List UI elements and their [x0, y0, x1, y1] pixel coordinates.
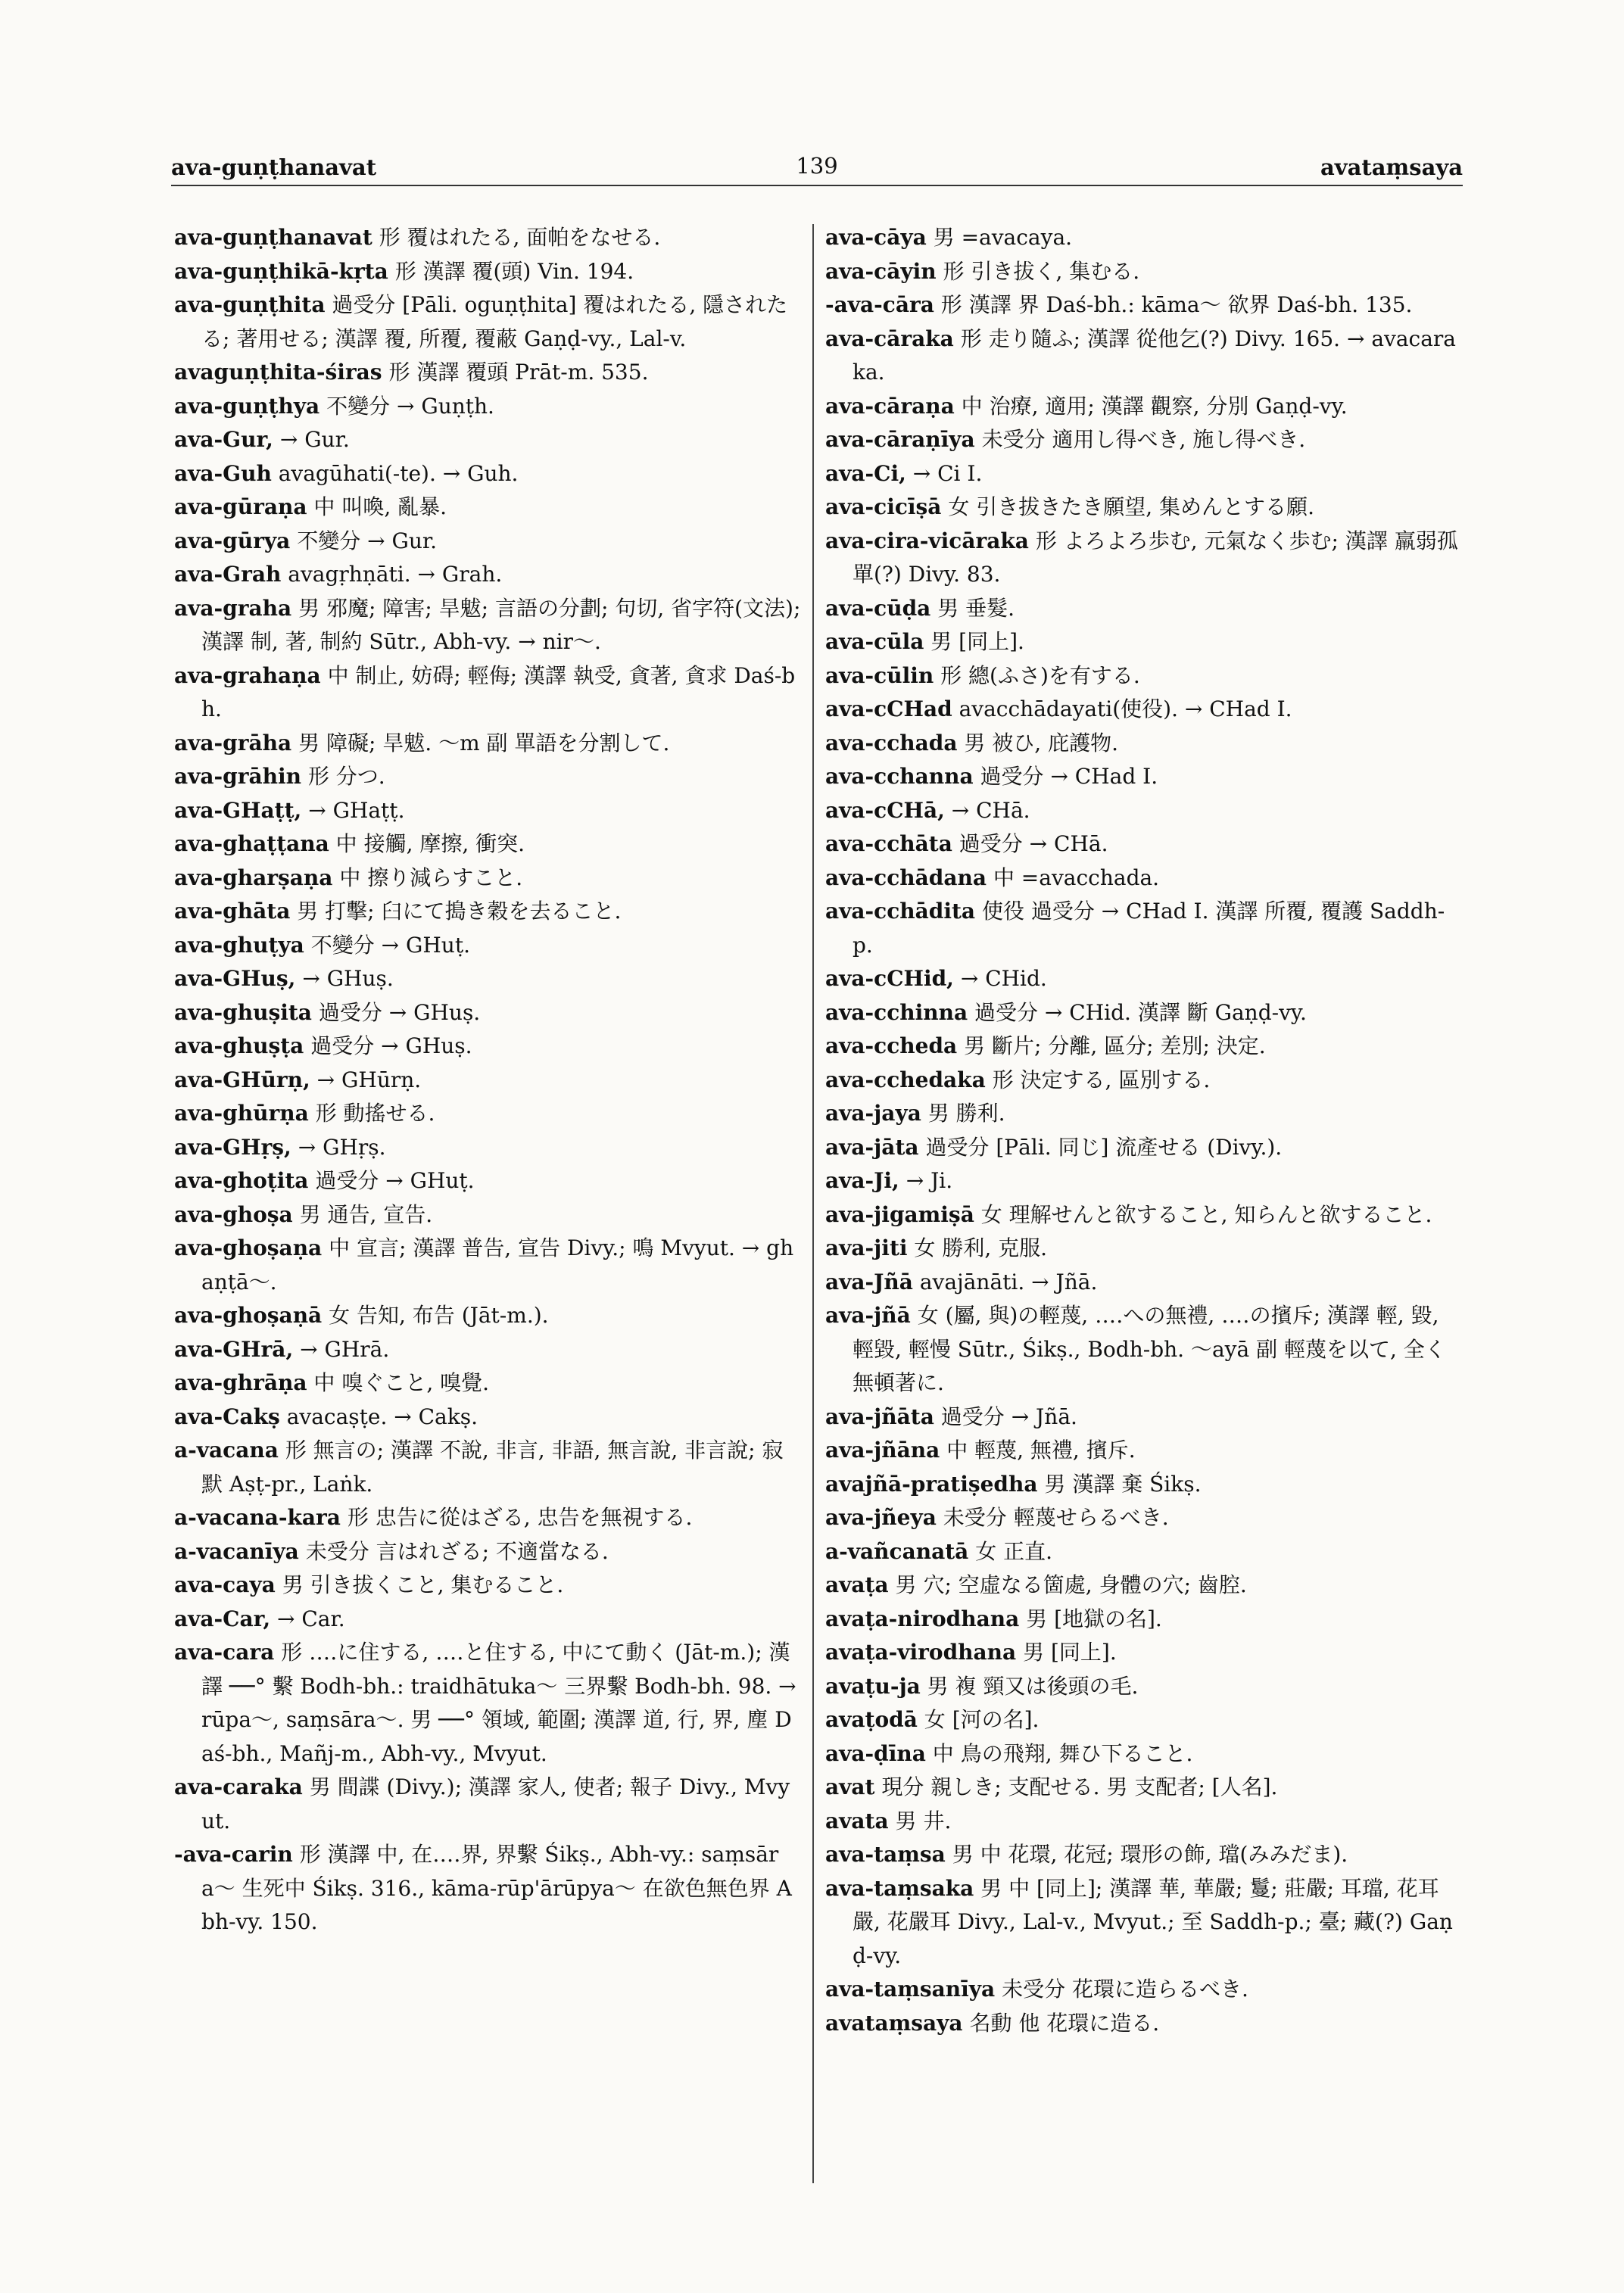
- entry-headword: avaṭa: [825, 1572, 889, 1597]
- entry-definition: 男 間諜 (Divy.); 漢譯 家人, 使者; 報子 Divy., Mvyut.: [201, 1774, 790, 1833]
- page-number: 139: [796, 153, 838, 179]
- entry-headword: ava-cchādita: [825, 899, 976, 924]
- entry-headword: ava-jigamiṣā: [825, 1201, 974, 1227]
- entry-definition: 形 ‥‥に住する, ‥‥と住する, 中にて動く (Jāt-m.); 漢譯 ──° 繫 Bodh-bh.: traidhātuka〜 三界繫 Bodh-bh. 98. → rūpa〜, saṃsāra〜. 男 ──° 領域, 範圍; 漢譯 道, 行, 界, 塵 Daś-bh., Mañj-m., Abh-vy., Mvyut.: [201, 1640, 796, 1766]
- entry-definition: 使役 過受分 → CHad I. 漢譯 所覆, 覆護 Saddh-p.: [853, 899, 1445, 958]
- entry-headword: ava-Gur,: [174, 427, 273, 452]
- entry-definition: 中 鳥の飛翔, 舞ひ下ること.: [932, 1740, 1193, 1766]
- entry-headword: ava-cchedaka: [825, 1067, 986, 1092]
- entry-definition: 中 =avacchada.: [993, 865, 1160, 890]
- dictionary-entry: [825, 1164, 1458, 1198]
- entry-definition: 未受分 輕蔑せらるべき.: [943, 1505, 1169, 1530]
- entry-definition: 男 被ひ, 庇護物.: [964, 730, 1119, 756]
- dictionary-entry: [825, 592, 1458, 626]
- entry-headword: avataṃsaya: [825, 2010, 963, 2036]
- dictionary-entry: [174, 1198, 801, 1232]
- entry-headword: avaṭodā: [825, 1707, 918, 1732]
- entry-definition: avacaṣṭe. → Cakṣ.: [286, 1404, 478, 1429]
- entry-definition: 男 漢譯 棄 Śikṣ.: [1044, 1471, 1202, 1497]
- left-column: [174, 221, 801, 1939]
- dictionary-entry: [825, 1670, 1458, 1704]
- dictionary-entry: [825, 423, 1458, 457]
- entry-definition: 形 覆はれたる, 面帕をなせる.: [379, 225, 661, 250]
- entry-definition: 未受分 適用し得べき, 施し得べき.: [981, 427, 1306, 452]
- dictionary-entry: [825, 457, 1458, 491]
- entry-headword: ava-cara: [174, 1640, 275, 1665]
- entry-headword: ava-gūraṇa: [174, 494, 307, 519]
- dictionary-entry: [825, 1198, 1458, 1232]
- dictionary-entry: [825, 1097, 1458, 1131]
- entry-headword: ava-cūla: [825, 629, 924, 654]
- entry-headword: ava-jaya: [825, 1101, 921, 1126]
- entry-definition: 不變分 → GHuṭ.: [310, 932, 470, 958]
- dictionary-entry: [174, 1232, 801, 1299]
- entry-definition: 中 嗅ぐこと, 嗅覺.: [313, 1370, 490, 1395]
- entry-headword: ava-GHrā,: [174, 1336, 294, 1362]
- entry-headword: ava-GHūrṇ,: [174, 1067, 310, 1092]
- entry-definition: 男 勝利.: [927, 1101, 1005, 1126]
- entry-headword: ava-Car,: [174, 1606, 271, 1631]
- dictionary-entry: [174, 1131, 801, 1165]
- dictionary-entry: [825, 1468, 1458, 1502]
- entry-headword: ava-jāta: [825, 1134, 919, 1160]
- dictionary-entry: [174, 1771, 801, 1838]
- dictionary-entry: [174, 356, 801, 390]
- entry-headword: ava-grāha: [174, 730, 292, 756]
- running-header: [171, 148, 1463, 186]
- dictionary-entry: [174, 1064, 801, 1098]
- entry-definition: 不變分 → Gur.: [297, 528, 438, 553]
- entry-definition: → GHrā.: [300, 1336, 390, 1362]
- entry-definition: 過受分 → CHā.: [959, 831, 1108, 856]
- dictionary-entry: [174, 760, 801, 794]
- dictionary-entry: [174, 1569, 801, 1603]
- entry-definition: 中 治療, 適用; 漢譯 觀察, 分別 Gaṇḍ-vy.: [961, 393, 1348, 419]
- dictionary-entry: [174, 794, 801, 828]
- dictionary-entry: [174, 962, 801, 996]
- entry-headword: ava-jñāta: [825, 1404, 934, 1429]
- entry-headword: ava-caraka: [174, 1774, 303, 1799]
- entry-headword: ava-jiti: [825, 1235, 908, 1260]
- dictionary-entry: [825, 1703, 1458, 1737]
- entry-headword: ava-taṃsanīya: [825, 1977, 996, 2002]
- dictionary-entry: [825, 1603, 1458, 1637]
- entry-headword: ava-ccheda: [825, 1033, 958, 1058]
- entry-headword: avata: [825, 1808, 889, 1833]
- dictionary-entry: [174, 1636, 801, 1771]
- entry-headword: ava-ghaṭṭana: [174, 831, 329, 856]
- entry-headword: ava-grāhin: [174, 764, 301, 789]
- entry-headword: ava-ghuṣita: [174, 999, 312, 1025]
- entry-headword: ava-cāraṇa: [825, 393, 955, 419]
- entry-headword: ava-cchāta: [825, 831, 952, 856]
- dictionary-entry: [825, 1232, 1458, 1266]
- entry-headword: avaṭu-ja: [825, 1673, 921, 1699]
- entry-headword: ava-Jñā: [825, 1269, 913, 1294]
- column-divider: [812, 224, 814, 2183]
- dictionary-entry: [174, 659, 801, 727]
- entry-definition: 男 =avacaya.: [933, 225, 1073, 250]
- entry-definition: 過受分 → GHuṣ.: [318, 999, 481, 1025]
- entry-definition: → Gur.: [279, 427, 350, 452]
- dictionary-entry: [174, 390, 801, 424]
- entry-headword: avaṭa-nirodhana: [825, 1606, 1020, 1631]
- dictionary-entry: [174, 221, 801, 255]
- dictionary-entry: [174, 288, 801, 356]
- dictionary-entry: [825, 288, 1458, 322]
- entry-definition: 過受分 [Pāli. 同じ] 流產せる (Divy.).: [925, 1134, 1283, 1160]
- entry-headword: avajñā-pratiṣedha: [825, 1471, 1038, 1497]
- entry-headword: ava-cāraka: [825, 326, 954, 351]
- entry-headword: ava-cCHid,: [825, 966, 954, 991]
- entry-definition: → GHuṣ.: [302, 966, 394, 991]
- dictionary-entry: [174, 1838, 801, 1939]
- entry-definition: 現分 親しき; 支配せる. 男 支配者; [人名].: [881, 1774, 1278, 1799]
- dictionary-entry: [825, 861, 1458, 896]
- entry-definition: 男 打擊; 臼にて搗き穀を去ること.: [297, 899, 622, 924]
- dictionary-entry: [825, 1805, 1458, 1839]
- entry-headword: ava-cchinna: [825, 999, 968, 1025]
- dictionary-entry: [825, 760, 1458, 794]
- entry-definition: → GHaṭṭ.: [308, 797, 405, 823]
- entry-headword: ava-ghuṣṭa: [174, 1033, 304, 1058]
- entry-definition: 男 邪魔; 障害; 旱魃; 言語の分劃; 句切, 省字符(文法); 漢譯 制, 著, 制約 Sūtr., Abh-vy. → nir〜.: [201, 595, 801, 654]
- dictionary-entry: [825, 895, 1458, 962]
- entry-definition: 男 中 花環, 花冠; 環形の飾, 璫(みみだま).: [952, 1842, 1348, 1867]
- entry-headword: ava-cchanna: [825, 764, 974, 789]
- dictionary-entry: [825, 659, 1458, 693]
- dictionary-entry: [174, 491, 801, 525]
- entry-definition: 女 告知, 布告 (Jāt-m.).: [329, 1303, 549, 1328]
- entry-definition: 中 宣言; 漢譯 普告, 宣告 Divy.; 鳴 Mvyut. → ghaṇṭā〜.: [201, 1235, 794, 1294]
- entry-headword: ava-cicīṣā: [825, 494, 942, 519]
- entry-headword: a-vacana: [174, 1438, 279, 1463]
- entry-headword: a-vacanīya: [174, 1538, 299, 1564]
- entry-definition: 形 分つ.: [307, 764, 385, 789]
- entry-definition: 形 漢譯 覆頭 Prāt-m. 535.: [388, 360, 649, 385]
- entry-definition: 形 動搖せる.: [315, 1101, 435, 1126]
- dictionary-entry: [825, 693, 1458, 727]
- entry-definition: 中 擦り減らすこと.: [339, 865, 523, 890]
- dictionary-entry: [825, 1400, 1458, 1435]
- entry-headword: ava-jñā: [825, 1303, 911, 1328]
- dictionary-entry: [825, 1737, 1458, 1771]
- entry-definition: 女 正直.: [975, 1538, 1053, 1564]
- entry-headword: ava-GHaṭṭ,: [174, 797, 302, 823]
- entry-definition: 過受分 → GHuṭ.: [315, 1168, 475, 1193]
- dictionary-entry: [174, 255, 801, 289]
- entry-headword: ava-GHuṣ,: [174, 966, 296, 991]
- dictionary-entry: [174, 1097, 801, 1131]
- entry-definition: 女 (屬, 與)の輕蔑, ‥‥への無禮, ‥‥の擯斥; 漢譯 輕, 毀, 輕毀, 輕慢 Sūtr., Śikṣ., Bodh-bh. 〜ayā 副 輕蔑を以て, 全く無頓著に.: [853, 1303, 1446, 1395]
- entry-definition: 形 漢譯 界 Daś-bh.: kāma〜 欲界 Daś-bh. 135.: [940, 292, 1413, 317]
- entry-definition: 形 決定する, 區別する.: [992, 1067, 1211, 1092]
- entry-headword: ava-cūlin: [825, 662, 934, 688]
- entry-definition: 男 穴; 空虛なる箇處, 身體の穴; 齒腔.: [895, 1572, 1247, 1597]
- entry-headword: avat: [825, 1774, 875, 1799]
- entry-headword: avaṭa-virodhana: [825, 1640, 1017, 1665]
- dictionary-entry: [825, 1771, 1458, 1805]
- entry-headword: ava-cCHad: [825, 696, 952, 721]
- entry-headword: ava-ghoṣaṇa: [174, 1235, 323, 1260]
- entry-definition: → GHūrṇ.: [316, 1067, 422, 1092]
- entry-definition: 過受分 → CHid. 漢譯 斷 Gaṇḍ-vy.: [974, 999, 1307, 1025]
- entry-definition: 男 障礙; 旱魃. 〜m 副 單語を分割して.: [298, 730, 670, 756]
- entry-headword: ava-cāraṇīya: [825, 427, 975, 452]
- entry-definition: 中 輕蔑, 無禮, 擯斥.: [946, 1438, 1136, 1463]
- entry-definition: 男 [地獄の名].: [1026, 1606, 1162, 1631]
- dictionary-entry: [174, 861, 801, 896]
- entry-headword: ava-Ji,: [825, 1168, 899, 1193]
- dictionary-entry: [825, 1064, 1458, 1098]
- dictionary-entry: [825, 1535, 1458, 1569]
- entry-definition: avagūhati(-te). → Guh.: [278, 460, 519, 486]
- entry-headword: ava-caya: [174, 1572, 276, 1597]
- dictionary-entry: [825, 390, 1458, 424]
- entry-headword: ava-cCHā,: [825, 797, 945, 823]
- dictionary-entry: [174, 1164, 801, 1198]
- entry-definition: 未受分 花環に造らるべき.: [1002, 1977, 1248, 2002]
- entry-definition: 過受分 → Jñā.: [940, 1404, 1077, 1429]
- entry-definition: 形 よろよろ歩む, 元氣なく歩む; 漢譯 羸弱孤單(?) Divy. 83.: [853, 528, 1458, 587]
- entry-definition: 形 忠告に從はざる, 忠告を無視する.: [347, 1505, 693, 1530]
- entry-definition: 男 引き拔くこと, 集むること.: [282, 1572, 564, 1597]
- dictionary-entry: [825, 1131, 1458, 1165]
- dictionary-entry: [825, 322, 1458, 390]
- entry-definition: avagṛhṇāti. → Grah.: [288, 562, 503, 587]
- entry-headword: ava-ghoṣaṇā: [174, 1303, 323, 1328]
- entry-headword: ava-ghūrṇa: [174, 1101, 309, 1126]
- entry-definition: → Ji.: [906, 1168, 953, 1193]
- entry-definition: 男 通告, 宣告.: [299, 1201, 433, 1227]
- entry-definition: 男 斷片; 分離, 區分; 差別; 決定.: [964, 1033, 1266, 1058]
- entry-definition: 過受分 → CHad I.: [980, 764, 1158, 789]
- entry-headword: -ava-carin: [174, 1842, 293, 1867]
- entry-headword: ava-ghoṭita: [174, 1168, 309, 1193]
- entry-definition: 男 複 頸又は後頭の毛.: [927, 1673, 1139, 1699]
- dictionary-entry: [174, 558, 801, 592]
- entry-headword: ava-taṃsaka: [825, 1875, 974, 1901]
- dictionary-entry: [174, 1603, 801, 1637]
- entry-definition: 女 理解せんと欲すること, 知らんと欲すること.: [980, 1201, 1432, 1227]
- dictionary-entry: [174, 457, 801, 491]
- entry-headword: a-vacana-kara: [174, 1505, 341, 1530]
- entry-headword: ava-ḍīna: [825, 1740, 926, 1766]
- dictionary-entry: [825, 2007, 1458, 2041]
- dictionary-entry: [174, 827, 801, 861]
- dictionary-entry: [174, 929, 801, 963]
- entry-definition: 名動 他 花環に造る.: [969, 2010, 1160, 2036]
- entry-headword: ava-ghāta: [174, 899, 291, 924]
- entry-headword: ava-cūḍa: [825, 595, 931, 621]
- entry-headword: a-vañcanatā: [825, 1538, 969, 1564]
- dictionary-entry: [174, 1299, 801, 1333]
- entry-headword: ava-guṇṭhikā-kṛta: [174, 258, 388, 284]
- entry-headword: ava-taṃsa: [825, 1842, 946, 1867]
- header-first-headword: ava-guṇṭhanavat: [171, 154, 377, 180]
- dictionary-entry: [825, 1872, 1458, 1974]
- dictionary-entry: [174, 1434, 801, 1501]
- dictionary-entry: [825, 794, 1458, 828]
- entry-definition: 女 引き拔きたき願望, 集めんとする願.: [948, 494, 1314, 519]
- entry-headword: ava-guṇṭhanavat: [174, 225, 372, 250]
- dictionary-entry: [174, 1400, 801, 1435]
- dictionary-entry: [174, 1333, 801, 1367]
- dictionary-entry: [825, 1569, 1458, 1603]
- entry-definition: → CHid.: [960, 966, 1047, 991]
- entry-definition: 形 漢譯 覆(頭) Vin. 194.: [394, 258, 634, 284]
- entry-headword: ava-cira-vicāraka: [825, 528, 1029, 553]
- entry-headword: ava-guṇṭhita: [174, 292, 326, 317]
- entry-headword: ava-jñāna: [825, 1438, 940, 1463]
- dictionary-entry: [174, 1030, 801, 1064]
- entry-definition: → Ci I.: [912, 460, 983, 486]
- dictionary-entry: [825, 1636, 1458, 1670]
- dictionary-entry: [825, 727, 1458, 761]
- entry-headword: ava-cchada: [825, 730, 958, 756]
- entry-headword: ava-grahaṇa: [174, 662, 321, 688]
- entry-definition: 女 [河の名].: [924, 1707, 1040, 1732]
- entry-headword: ava-ghoṣa: [174, 1201, 293, 1227]
- entry-definition: 形 漢譯 中, 在‥‥界, 界繫 Śikṣ., Abh-vy.: saṃsāra〜 生死中 Śikṣ. 316., kāma-rūp'ārūpya〜 在欲色無色界 Abh-vy. 150.: [201, 1842, 792, 1934]
- dictionary-entry: [825, 1973, 1458, 2007]
- entry-definition: → CHā.: [951, 797, 1030, 823]
- dictionary-entry: [825, 525, 1458, 592]
- entry-definition: 形 走り隨ふ; 漢譯 從他乞(?) Divy. 165. → avacaraka.: [853, 326, 1457, 385]
- dictionary-entry: [174, 727, 801, 761]
- entry-definition: 男 井.: [895, 1808, 952, 1833]
- entry-definition: 男 垂髮.: [937, 595, 1015, 621]
- entry-definition: 不變分 → Guṇṭh.: [326, 393, 494, 419]
- entry-definition: → GHṛṣ.: [298, 1134, 386, 1160]
- dictionary-entry: [174, 895, 801, 929]
- entry-headword: -ava-cāra: [825, 292, 934, 317]
- entry-definition: 形 無言の; 漢譯 不說, 非言, 非語, 無言說, 非言說; 寂默 Aṣṭ-pr., Laṅk.: [201, 1438, 784, 1497]
- entry-definition: avacchādayati(使役). → CHad I.: [959, 696, 1292, 721]
- entry-definition: 女 勝利, 克服.: [914, 1235, 1048, 1260]
- entry-headword: ava-jñeya: [825, 1505, 937, 1530]
- entry-definition: 中 制止, 妨碍; 輕侮; 漢譯 執受, 貪著, 貪求 Daś-bh.: [201, 662, 796, 721]
- dictionary-entry: [825, 1501, 1458, 1535]
- right-column: [825, 221, 1458, 2040]
- entry-definition: → Car.: [276, 1606, 345, 1631]
- entry-definition: 過受分 → GHuṣ.: [310, 1033, 472, 1058]
- dictionary-entry: [174, 1501, 801, 1535]
- entry-definition: 男 [同上].: [1023, 1640, 1117, 1665]
- entry-headword: ava-GHṛṣ,: [174, 1134, 291, 1160]
- entry-headword: ava-Cakṣ: [174, 1404, 280, 1429]
- entry-definition: 形 總(ふさ)を有する.: [940, 662, 1140, 688]
- entry-headword: avaguṇṭhita-śiras: [174, 360, 382, 385]
- dictionary-entry: [174, 996, 801, 1030]
- entry-headword: ava-gharṣaṇa: [174, 865, 333, 890]
- entry-headword: ava-Ci,: [825, 460, 906, 486]
- entry-definition: 中 叫喚, 亂暴.: [313, 494, 447, 519]
- dictionary-entry: [825, 1434, 1458, 1468]
- entry-definition: avajānāti. → Jñā.: [919, 1269, 1098, 1294]
- entry-headword: ava-guṇṭhya: [174, 393, 320, 419]
- dictionary-entry: [825, 827, 1458, 861]
- dictionary-entry: [174, 525, 801, 559]
- entry-headword: ava-ghrāṇa: [174, 1370, 307, 1395]
- dictionary-entry: [825, 962, 1458, 996]
- dictionary-entry: [825, 221, 1458, 255]
- dictionary-entry: [825, 996, 1458, 1030]
- dictionary-entry: [825, 491, 1458, 525]
- dictionary-entry: [825, 625, 1458, 659]
- entry-definition: 男 中 [同上]; 漢譯 華, 華嚴; 鬘; 莊嚴; 耳璫, 花耳嚴, 花嚴耳 Divy., Lal-v., Mvyut.; 至 Saddh-p.; 臺; 藏(?) Gaṇḍ-vy.: [853, 1875, 1453, 1968]
- entry-definition: 過受分 [Pāli. oguṇṭhita] 覆はれたる, 隱されたる; 著用せる; 漢譯 覆, 所覆, 覆蔽 Gaṇḍ-vy., Lal-v.: [201, 292, 788, 351]
- dictionary-entry: [825, 1838, 1458, 1872]
- entry-headword: ava-graha: [174, 595, 292, 621]
- entry-headword: ava-Grah: [174, 562, 282, 587]
- entry-definition: 男 [同上].: [930, 629, 1024, 654]
- dictionary-entry: [174, 1535, 801, 1569]
- dictionary-entry: [174, 1366, 801, 1400]
- entry-definition: 未受分 言はれざる; 不適當なる.: [305, 1538, 609, 1564]
- dictionary-entry: [825, 1299, 1458, 1400]
- entry-headword: ava-cāyin: [825, 258, 937, 284]
- entry-definition: 中 接觸, 摩擦, 衝突.: [335, 831, 525, 856]
- dictionary-entry: [825, 1266, 1458, 1300]
- dictionary-entry: [825, 255, 1458, 289]
- entry-headword: ava-cchādana: [825, 865, 987, 890]
- dictionary-entry: [825, 1030, 1458, 1064]
- entry-headword: ava-gūrya: [174, 528, 291, 553]
- dictionary-entry: [174, 592, 801, 659]
- header-last-headword: avataṃsaya: [1320, 154, 1463, 180]
- dictionary-entry: [174, 423, 801, 457]
- entry-headword: ava-ghuṭya: [174, 932, 304, 958]
- entry-headword: ava-cāya: [825, 225, 927, 250]
- entry-headword: ava-Guh: [174, 460, 272, 486]
- entry-definition: 形 引き拔く, 集むる.: [943, 258, 1140, 284]
